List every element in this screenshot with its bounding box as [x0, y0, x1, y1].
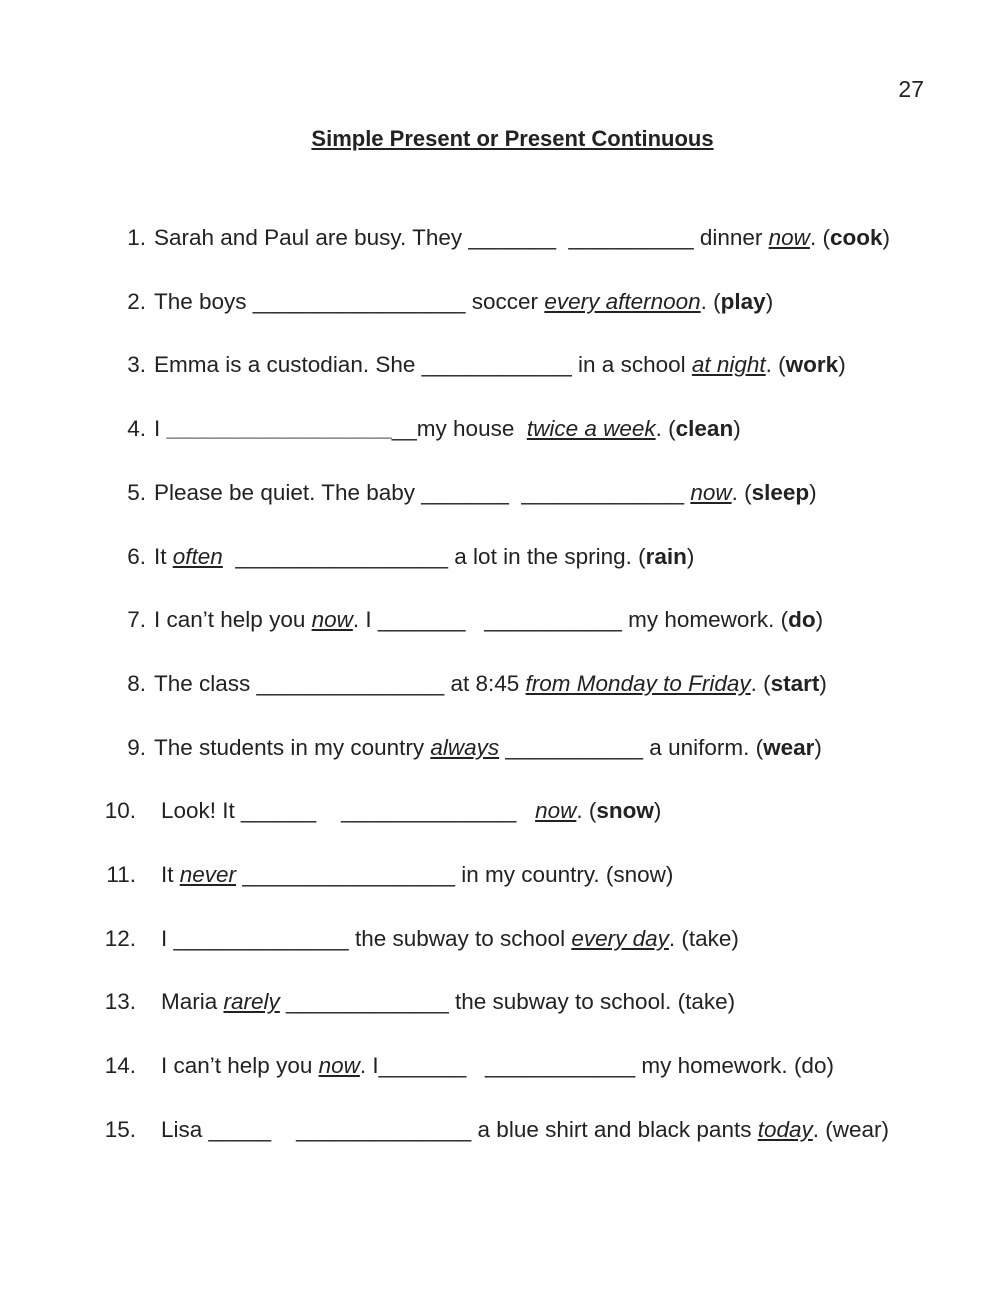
verb-hint: snow — [596, 798, 654, 824]
sentence-text: ) — [882, 225, 890, 250]
exercise-number: 12. — [104, 925, 136, 951]
page-number: 27 — [898, 76, 924, 102]
exercise-number: 4. — [127, 416, 146, 442]
sentence-text: I — [154, 416, 167, 442]
sentence-text: ) — [765, 288, 774, 314]
sentence-text: ) — [733, 416, 741, 442]
exercise-item — [0, 791, 1000, 831]
exercise-number: 6. — [127, 543, 146, 569]
exercise-number: 15. — [104, 1116, 136, 1142]
sentence-text: Please be quiet. The baby _______ _____________ — [154, 479, 691, 505]
sentence-text: __my house — [391, 416, 527, 442]
exercise-sentence — [161, 1110, 889, 1150]
exercise-item — [0, 982, 1000, 1022]
time-expression: now — [318, 1053, 360, 1079]
sentence-text: . ( — [731, 479, 752, 505]
sentence-text: _____________ the subway to school. (take) — [279, 989, 736, 1015]
page-title: Simple Present or Present Continuous — [311, 126, 714, 151]
sentence-text: I can’t help you — [161, 1053, 319, 1079]
verb-hint: do — [788, 607, 816, 633]
exercise-number: 14. — [104, 1053, 136, 1079]
sentence-text: . I_______ ____________ my homework. (do) — [359, 1053, 834, 1079]
exercise-item — [0, 1046, 1000, 1086]
sentence-text: ) — [653, 798, 662, 824]
sentence-text: _________________ in my country. (snow) — [236, 862, 674, 887]
exercise-sentence — [154, 728, 822, 768]
exercise-item — [0, 728, 1000, 768]
exercise-number: 13. — [104, 989, 136, 1015]
sentence-text: I ______________ the subway to school — [161, 925, 572, 951]
exercise-number: 3. — [127, 352, 146, 378]
exercise-sentence — [154, 537, 694, 577]
verb-hint: wear — [763, 734, 815, 760]
time-expression: every afternoon — [544, 288, 701, 314]
sentence-text: . ( — [809, 225, 830, 250]
exercise-sentence — [154, 600, 823, 640]
sentence-text: . ( — [576, 798, 597, 824]
sentence-text: The class _______________ at 8:45 — [154, 670, 526, 696]
time-expression: often — [172, 543, 223, 569]
exercise-item — [0, 537, 1000, 577]
sentence-text: It — [161, 862, 180, 887]
sentence-text: . (take) — [668, 925, 739, 951]
sentence-text: The students in my country — [154, 734, 431, 760]
sentence-text: ) — [809, 479, 817, 505]
exercise-item — [0, 218, 1000, 258]
verb-hint: work — [785, 352, 839, 378]
exercise-number: 11. — [106, 862, 136, 887]
sentence-text: Sarah and Paul are busy. They _______ __________ dinner — [154, 225, 769, 250]
sentence-text: ) — [814, 734, 822, 760]
time-expression: now — [311, 607, 353, 633]
sentence-text: . ( — [750, 670, 771, 696]
verb-hint: clean — [675, 416, 734, 442]
verb-hint: sleep — [751, 479, 810, 505]
sentence-text: . I _______ ___________ my homework. ( — [352, 607, 789, 633]
exercise-item — [0, 345, 1000, 385]
sentence-text: ) — [819, 670, 827, 696]
time-expression: never — [179, 862, 237, 887]
sentence-text: ) — [815, 607, 824, 633]
time-expression: always — [430, 734, 500, 760]
sentence-text: Emma is a custodian. She ____________ in a school — [154, 352, 692, 378]
exercise-item — [0, 409, 1000, 449]
sentence-text: ) — [838, 352, 846, 378]
sentence-text: It — [154, 543, 173, 569]
time-expression: twice a week — [526, 416, 656, 442]
exercise-number: 8. — [127, 670, 146, 696]
exercise-number: 9. — [127, 734, 146, 760]
time-expression: at night — [691, 352, 766, 378]
time-expression: rarely — [223, 989, 280, 1015]
exercise-sentence — [154, 282, 773, 322]
sentence-text: I can’t help you — [154, 607, 312, 633]
exercise-item — [0, 919, 1000, 959]
verb-hint: rain — [645, 543, 687, 569]
exercise-sentence — [161, 919, 739, 959]
exercise-sentence — [161, 791, 661, 831]
sentence-text: . ( — [700, 288, 721, 314]
time-expression: now — [768, 225, 810, 250]
exercise-item — [0, 282, 1000, 322]
exercise-sentence — [154, 664, 827, 704]
sentence-text: The boys _________________ soccer — [154, 288, 545, 314]
sentence-text: ) — [686, 543, 695, 569]
time-expression: now — [535, 798, 577, 824]
sentence-text: Look! It ______ ______________ — [161, 798, 536, 824]
time-expression: every day — [571, 925, 669, 951]
exercise-number: 5. — [127, 479, 146, 505]
exercise-sentence — [161, 855, 673, 895]
exercise-number: 2. — [127, 288, 146, 314]
time-expression: now — [690, 479, 732, 505]
exercise-sentence — [161, 1046, 834, 1086]
verb-hint: play — [720, 288, 766, 314]
exercise-item — [0, 473, 1000, 513]
sentence-text: ___________ a uniform. ( — [499, 734, 764, 760]
verb-hint: cook — [829, 225, 883, 250]
exercise-sentence — [154, 345, 846, 385]
exercise-item — [0, 664, 1000, 704]
exercise-item — [0, 600, 1000, 640]
exercise-number: 1. — [127, 225, 146, 250]
exercise-sentence — [161, 982, 735, 1022]
sentence-text: . ( — [765, 352, 786, 378]
sentence-text: . ( — [655, 416, 676, 442]
time-expression: from Monday to Friday — [525, 670, 751, 696]
sentence-text: . (wear) — [812, 1116, 890, 1142]
sentence-text: Maria — [161, 989, 224, 1015]
exercise-sentence — [154, 218, 890, 258]
time-expression: today — [757, 1116, 813, 1142]
exercise-item — [0, 1110, 1000, 1150]
sentence-text: Lisa _____ ______________ a blue shirt and black pants — [161, 1116, 758, 1142]
verb-hint: start — [770, 670, 820, 696]
exercise-sentence — [154, 409, 741, 449]
sentence-text: _________________ a lot in the spring. ( — [222, 543, 646, 569]
exercise-number: 10. — [104, 798, 136, 824]
exercise-sentence — [154, 473, 817, 513]
exercise-item — [0, 855, 1000, 895]
exercise-number: 7. — [127, 607, 146, 633]
verb-hint: __________________ — [166, 416, 392, 442]
